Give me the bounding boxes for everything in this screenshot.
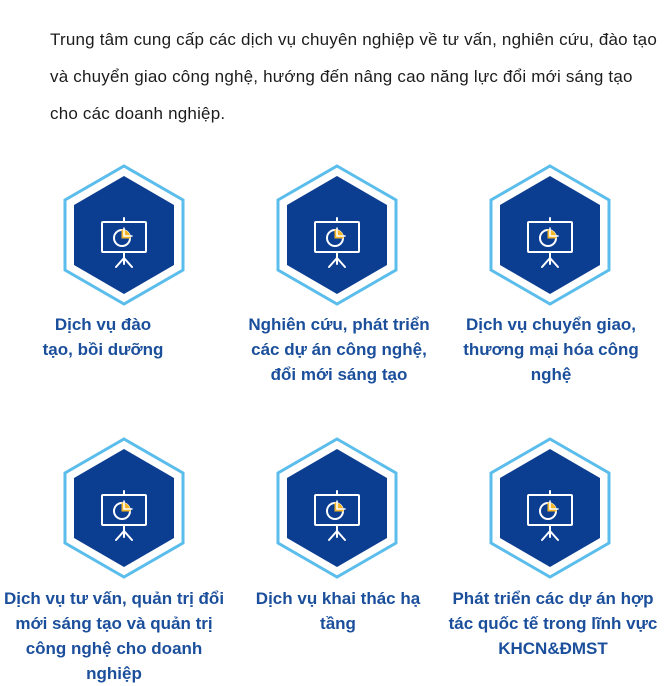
service-label-1: Dịch vụ đào tạo, bồi dưỡng	[42, 315, 164, 359]
service-hexagon-4	[62, 437, 186, 579]
service-hexagon-2	[275, 164, 399, 306]
hexagon-badge	[275, 437, 399, 579]
service-label-2: Nghiên cứu, phát triển các dự án công nghệ, đổi mới sáng tạo	[248, 315, 430, 384]
service-hexagon-5	[275, 437, 399, 579]
hexagon-badge	[62, 437, 186, 579]
service-label-5: Dịch vụ khai thác hạ tầng	[255, 589, 421, 633]
service-label-6: Phát triển các dự án hợp tác quốc tế trong lĩnh vực KHCN&ĐMST	[448, 589, 658, 658]
hexagon-badge	[488, 164, 612, 306]
hexagon-badge	[488, 437, 612, 579]
service-label-3: Dịch vụ chuyển giao, thương mại hóa công nghệ	[463, 315, 639, 384]
service-hexagon-1	[62, 164, 186, 306]
service-label-4: Dịch vụ tư vấn, quản trị đổi mới sáng tạo và quản trị công nghệ cho doanh nghiệp	[3, 589, 225, 683]
hexagon-badge	[275, 164, 399, 306]
intro-text: Trung tâm cung cấp các dịch vụ chuyên nghiệp về tư vấn, nghiên cứu, đào tạo và chuyển giao công nghệ, hướng đến nâng cao năng lực đổi mới sáng tạo cho các doanh nghiệp.	[50, 30, 657, 123]
service-hexagon-6	[488, 437, 612, 579]
service-hexagon-3	[488, 164, 612, 306]
hexagon-badge	[62, 164, 186, 306]
